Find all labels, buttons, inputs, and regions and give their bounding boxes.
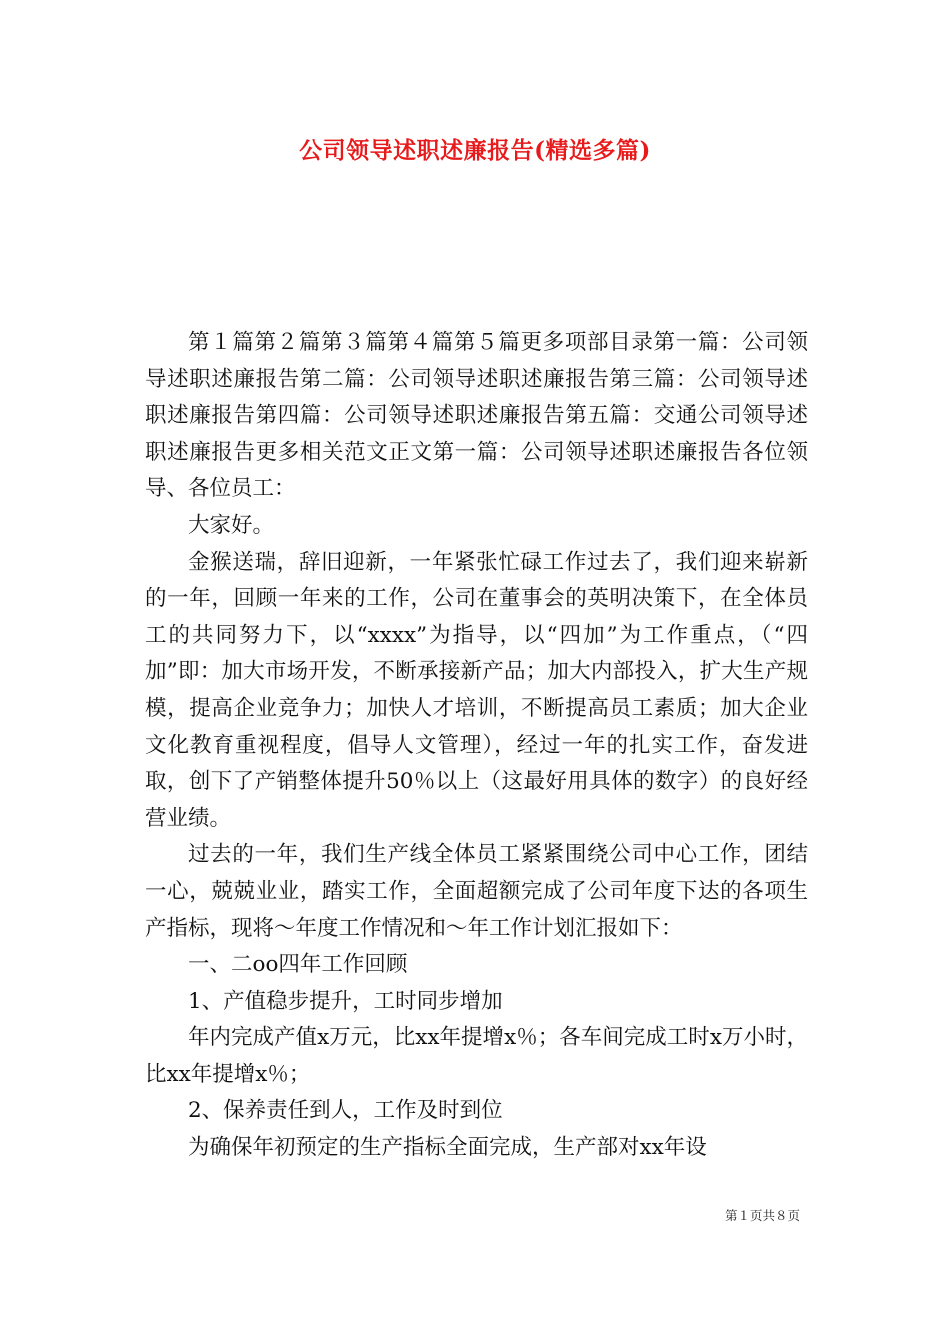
subsection-heading-2: 2、保养责任到人，工作及时到位	[188, 1098, 503, 1124]
paragraph-output: 年内完成产值x万元，比xx年提增x％；各车间完成工时x万小时，比xx年提增x％；	[145, 1025, 808, 1087]
subsection-heading-1: 1、产值稳步提升，工时同步增加	[188, 988, 503, 1014]
paragraph-summary: 过去的一年，我们生产线全体员工紧紧围绕公司中心工作，团结一心，兢兢业业，踏实工作，全面超额完成了公司年度下达的各项生产指标，现将～年度工作情况和～年工作计划汇报如下：	[145, 842, 808, 941]
section-heading: 一、二oo四年工作回顾	[188, 952, 408, 978]
paragraph-toc: 第１篇第２篇第３篇第４篇第５篇更多项部目录第一篇：公司领导述职述廉报告第二篇：公司领导述职述廉报告第三篇：公司领导述职述廉报告第四篇：公司领导述职述廉报告第五篇：交通公司领导述职述廉报告更多相关范文正文第一篇：公司领导述职述廉报告各位领导、各位员工：	[145, 330, 808, 502]
paragraph-intro: 金猴送瑞，辞旧迎新，一年紧张忙碌工作过去了，我们迎来崭新的一年，回顾一年来的工作，公司在董事会的英明决策下，在全体员工的共同努力下，以“xxxx”为指导，以“四加”为工作重点，（“四加”即：加大市场开发，不断承接新产品；加大内部投入，扩大生产规模，提高企业竞争力；加快人才培训，不断提高员工素质；加大企业文化教育重视程度，倡导人文管理），经过一年的扎实工作，奋发进取，创下了产销整体提升50％以上（这最好用具体的数字）的良好经营业绩。	[145, 549, 808, 831]
paragraph-maintenance: 为确保年初预定的生产指标全面完成，生产部对xx年设	[188, 1135, 707, 1161]
document-body	[145, 325, 808, 1167]
page-number: 第１页共８页	[724, 1208, 800, 1223]
document-title: 公司领导述职述廉报告(精选多篇)	[299, 137, 651, 164]
paragraph-greeting: 大家好。	[188, 512, 275, 538]
